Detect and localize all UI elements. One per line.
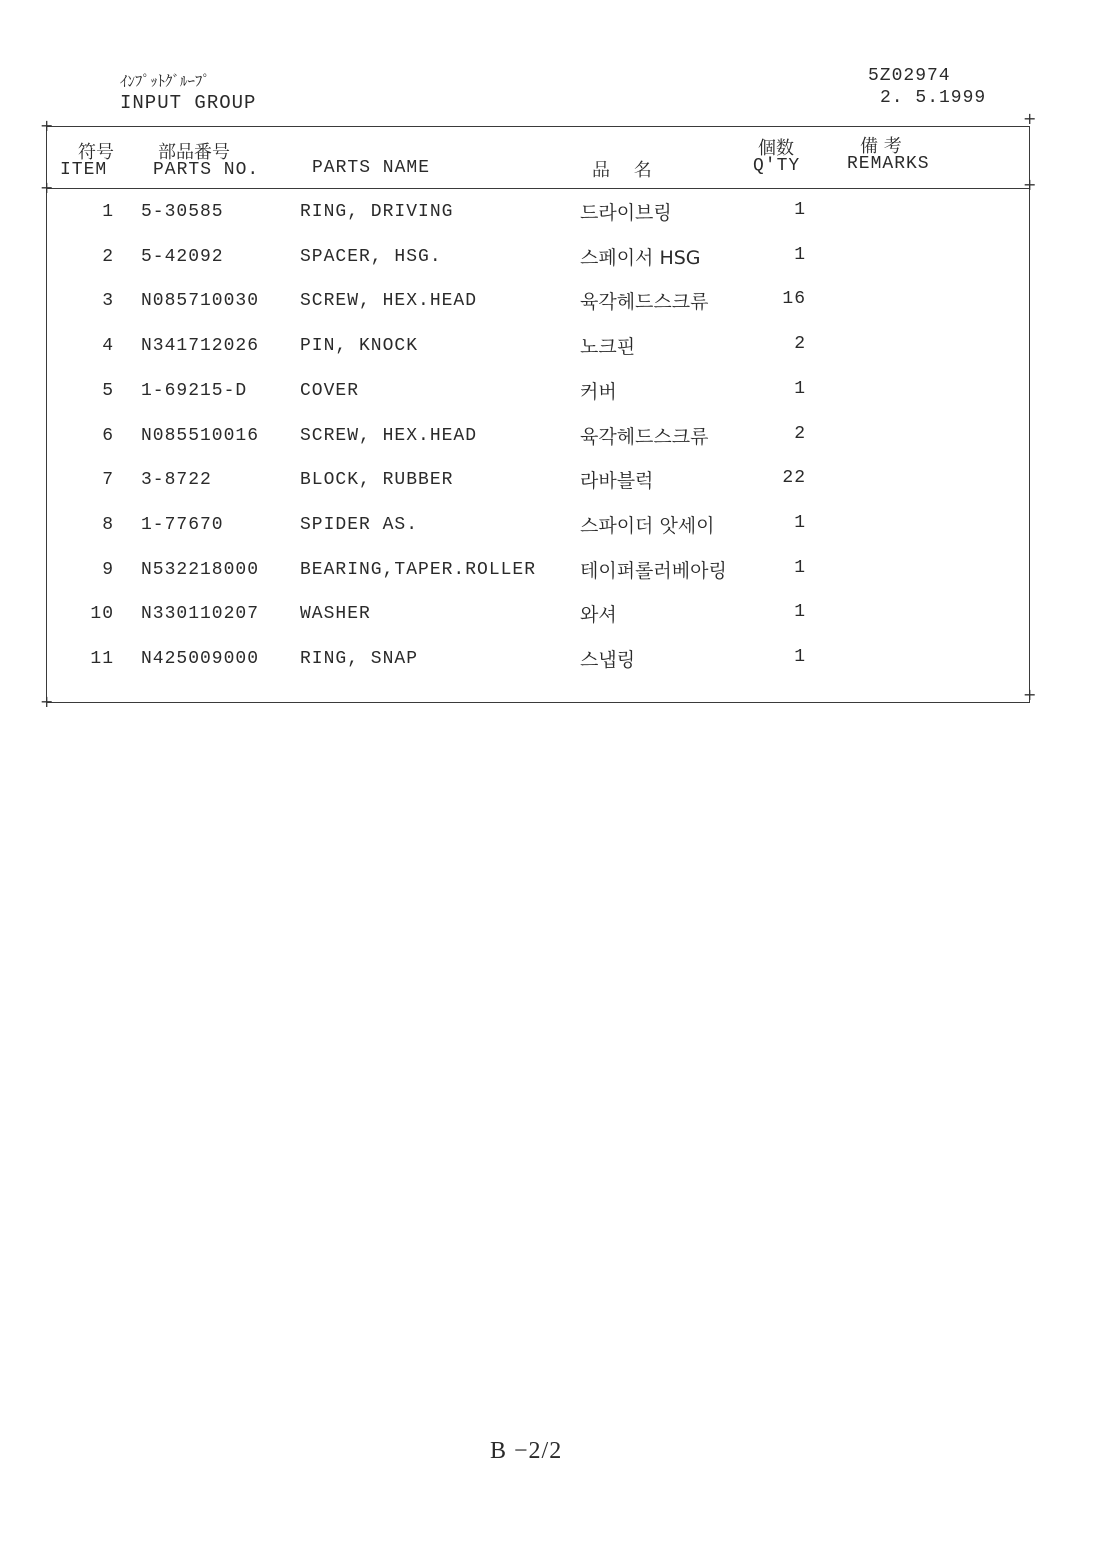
quantity: 2 — [794, 424, 806, 444]
corner-mark: + — [40, 178, 54, 197]
parts-number: 5-42092 — [141, 247, 224, 267]
document-date: 2. 5.1999 — [880, 88, 987, 108]
item-number: 9 — [102, 560, 114, 580]
parts-name-korean: 드라이브링 — [580, 202, 672, 224]
column-header-parts-no: PARTS NO. — [153, 160, 260, 180]
parts-name-korean: 노크핀 — [580, 336, 636, 358]
corner-mark: + — [1023, 109, 1037, 128]
quantity: 22 — [782, 468, 806, 488]
quantity: 1 — [794, 558, 806, 578]
parts-name: SPACER, HSG. — [300, 247, 442, 267]
parts-number: 1-77670 — [141, 515, 224, 535]
parts-name: WASHER — [300, 604, 371, 624]
column-header-parts-name: PARTS NAME — [312, 158, 431, 178]
parts-number: 5-30585 — [141, 202, 224, 222]
column-header-item-jp: 符号 — [78, 142, 114, 163]
table-header-divider — [46, 188, 1030, 189]
table-right-border — [1029, 126, 1030, 702]
parts-name-korean: 스냅링 — [580, 649, 636, 671]
corner-mark: + — [1023, 685, 1037, 704]
quantity: 16 — [782, 289, 806, 309]
quantity: 1 — [794, 379, 806, 399]
parts-number: N330110207 — [141, 604, 260, 624]
quantity: 1 — [794, 200, 806, 220]
parts-name-korean: 육각헤드스크류 — [580, 291, 709, 313]
item-number: 6 — [102, 426, 114, 446]
parts-name: SCREW, HEX.HEAD — [300, 291, 478, 311]
item-number: 1 — [102, 202, 114, 222]
parts-name-korean: 와셔 — [580, 604, 617, 626]
quantity: 1 — [794, 513, 806, 533]
column-header-name-local: 品 名 — [592, 160, 652, 181]
corner-mark: + — [1023, 175, 1037, 194]
column-header-remarks-jp: 備 考 — [860, 136, 902, 157]
parts-name: COVER — [300, 381, 360, 401]
corner-mark: + — [40, 116, 54, 135]
document-number: 5Z02974 — [868, 66, 951, 86]
corner-mark: + — [40, 692, 54, 711]
parts-name-korean: 테이퍼롤러베아링 — [580, 560, 727, 582]
quantity: 1 — [794, 245, 806, 265]
quantity: 1 — [794, 647, 806, 667]
column-header-remarks: REMARKS — [847, 154, 930, 174]
group-name-japanese: ｲﾝﾌﾟｯﾄｸﾞﾙｰﾌﾟ — [120, 72, 211, 90]
parts-number: N085510016 — [141, 426, 260, 446]
parts-name: RING, SNAP — [300, 649, 419, 669]
column-header-qty-jp: 個数 — [758, 138, 794, 159]
item-number: 2 — [102, 247, 114, 267]
item-number: 8 — [102, 515, 114, 535]
parts-name: RING, DRIVING — [300, 202, 454, 222]
parts-number: 1-69215-D — [141, 381, 248, 401]
parts-number: N532218000 — [141, 560, 260, 580]
quantity: 1 — [794, 602, 806, 622]
parts-name: BLOCK, RUBBER — [300, 470, 454, 490]
parts-name-korean: 라바블럭 — [580, 470, 654, 492]
parts-name-korean: 커버 — [580, 381, 617, 403]
parts-name: PIN, KNOCK — [300, 336, 419, 356]
parts-number: N341712026 — [141, 336, 260, 356]
quantity: 2 — [794, 334, 806, 354]
parts-number: N085710030 — [141, 291, 260, 311]
table-left-border — [46, 126, 47, 702]
item-number: 3 — [102, 291, 114, 311]
item-number: 11 — [90, 649, 114, 669]
parts-name: BEARING,TAPER.ROLLER — [300, 560, 537, 580]
item-number: 4 — [102, 336, 114, 356]
group-name-english: INPUT GROUP — [120, 92, 257, 114]
column-header-qty: Q'TY — [753, 156, 801, 176]
item-number: 5 — [102, 381, 114, 401]
parts-name-korean: 스페이서 HSG — [580, 247, 701, 269]
parts-name-korean: 육각헤드스크류 — [580, 426, 709, 448]
parts-name: SCREW, HEX.HEAD — [300, 426, 478, 446]
parts-number: N425009000 — [141, 649, 260, 669]
column-header-item: ITEM — [60, 160, 108, 180]
parts-name-korean: 스파이더 앗세이 — [580, 515, 715, 537]
item-number: 10 — [90, 604, 114, 624]
parts-name: SPIDER AS. — [300, 515, 419, 535]
parts-number: 3-8722 — [141, 470, 212, 490]
page-number: B −2/2 — [490, 1438, 563, 1464]
table-top-border — [46, 126, 1030, 127]
column-header-parts-no-jp: 部品番号 — [158, 142, 230, 163]
item-number: 7 — [102, 470, 114, 490]
table-bottom-border — [46, 702, 1030, 703]
